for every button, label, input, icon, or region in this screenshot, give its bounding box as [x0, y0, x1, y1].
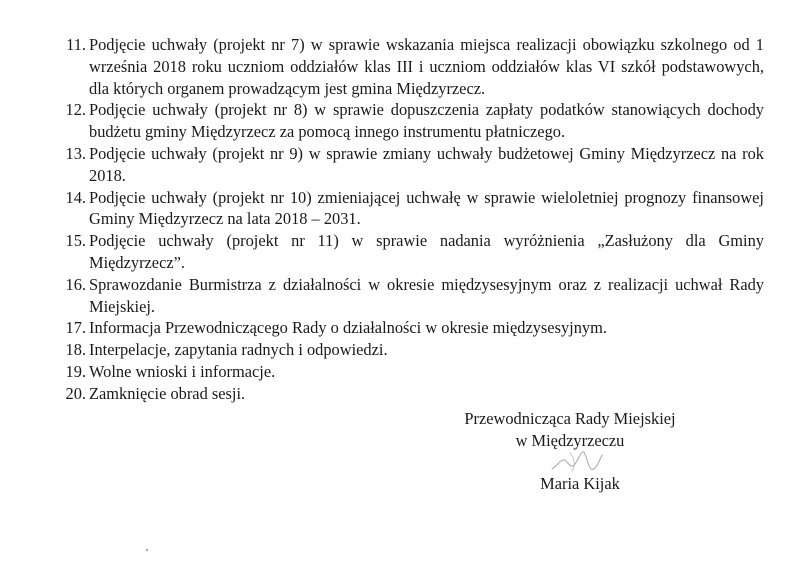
- handwritten-signature: [548, 447, 608, 475]
- signatory-name: Maria Kijak: [540, 474, 620, 493]
- signature-subtitle: w Międzyrzeczu: [515, 431, 625, 450]
- agenda-list: [56, 34, 764, 405]
- item-number: 12.: [65, 100, 86, 120]
- item-text: Podjęcie uchwały (projekt nr 10) zmieniającej uchwałę w sprawie wieloletniej prognozy finansowej Gminy Międzyrzecz na lata 2018 – 2031.: [89, 187, 764, 229]
- agenda-item: [56, 339, 764, 361]
- agenda-item: [56, 317, 764, 339]
- item-number: 17.: [65, 318, 86, 338]
- item-text: Interpelacje, zapytania radnych i odpowiedzi.: [89, 340, 388, 360]
- item-number: 15.: [65, 231, 86, 251]
- item-text: Zamknięcie obrad sesji.: [89, 383, 246, 403]
- item-text: Sprawozdanie Burmistrza z działalności w okresie międzysesyjnym oraz z realizacji uchwał Rady Miejskiej.: [89, 274, 764, 316]
- item-text: Informacja Przewodniczącego Rady o działalności w okresie międzysesyjnym.: [89, 318, 607, 338]
- item-text: Podjęcie uchwały (projekt nr 9) w sprawie zmiany uchwały budżetowej Gminy Międzyrzecz na rok 2018.: [89, 143, 764, 185]
- item-number: 19.: [65, 361, 86, 381]
- item-number: 20.: [65, 383, 86, 403]
- item-text: Podjęcie uchwały (projekt nr 7) w sprawie wskazania miejsca realizacji obowiązku szkolnego od 1 września 2018 roku uczniom oddziałów klas III i uczniom oddziałów klas VI szkół podstawowych, dla których organem prowadzącym jest gmina Międzyrzecz.: [89, 35, 764, 98]
- item-number: 14.: [65, 187, 86, 207]
- item-number: 16.: [65, 274, 86, 294]
- agenda-item: [56, 361, 764, 383]
- agenda-item: [56, 99, 764, 143]
- scan-speck: [146, 549, 148, 551]
- item-text: Podjęcie uchwały (projekt nr 11) w sprawie nadania wyróżnienia „Zasłużony dla Gminy Międzyrzecz”.: [89, 231, 764, 272]
- item-number: 11.: [66, 35, 86, 54]
- agenda-item: [56, 230, 764, 274]
- agenda-item: [56, 187, 764, 231]
- signature-block: [440, 408, 700, 452]
- item-text: Podjęcie uchwały (projekt nr 8) w sprawie dopuszczenia zapłaty podatków stanowiących dochody budżetu gminy Międzyrzecz za pomocą innego instrumentu płatniczego.: [89, 100, 764, 142]
- item-number: 13.: [65, 143, 86, 163]
- agenda-item: [56, 383, 764, 405]
- item-text: Wolne wnioski i informacje.: [89, 361, 276, 381]
- agenda-item: [56, 143, 764, 187]
- agenda-item: [56, 34, 764, 99]
- item-number: 18.: [65, 340, 86, 360]
- agenda-item: [56, 274, 764, 318]
- signature-title: Przewodnicząca Rady Miejskiej: [464, 409, 676, 428]
